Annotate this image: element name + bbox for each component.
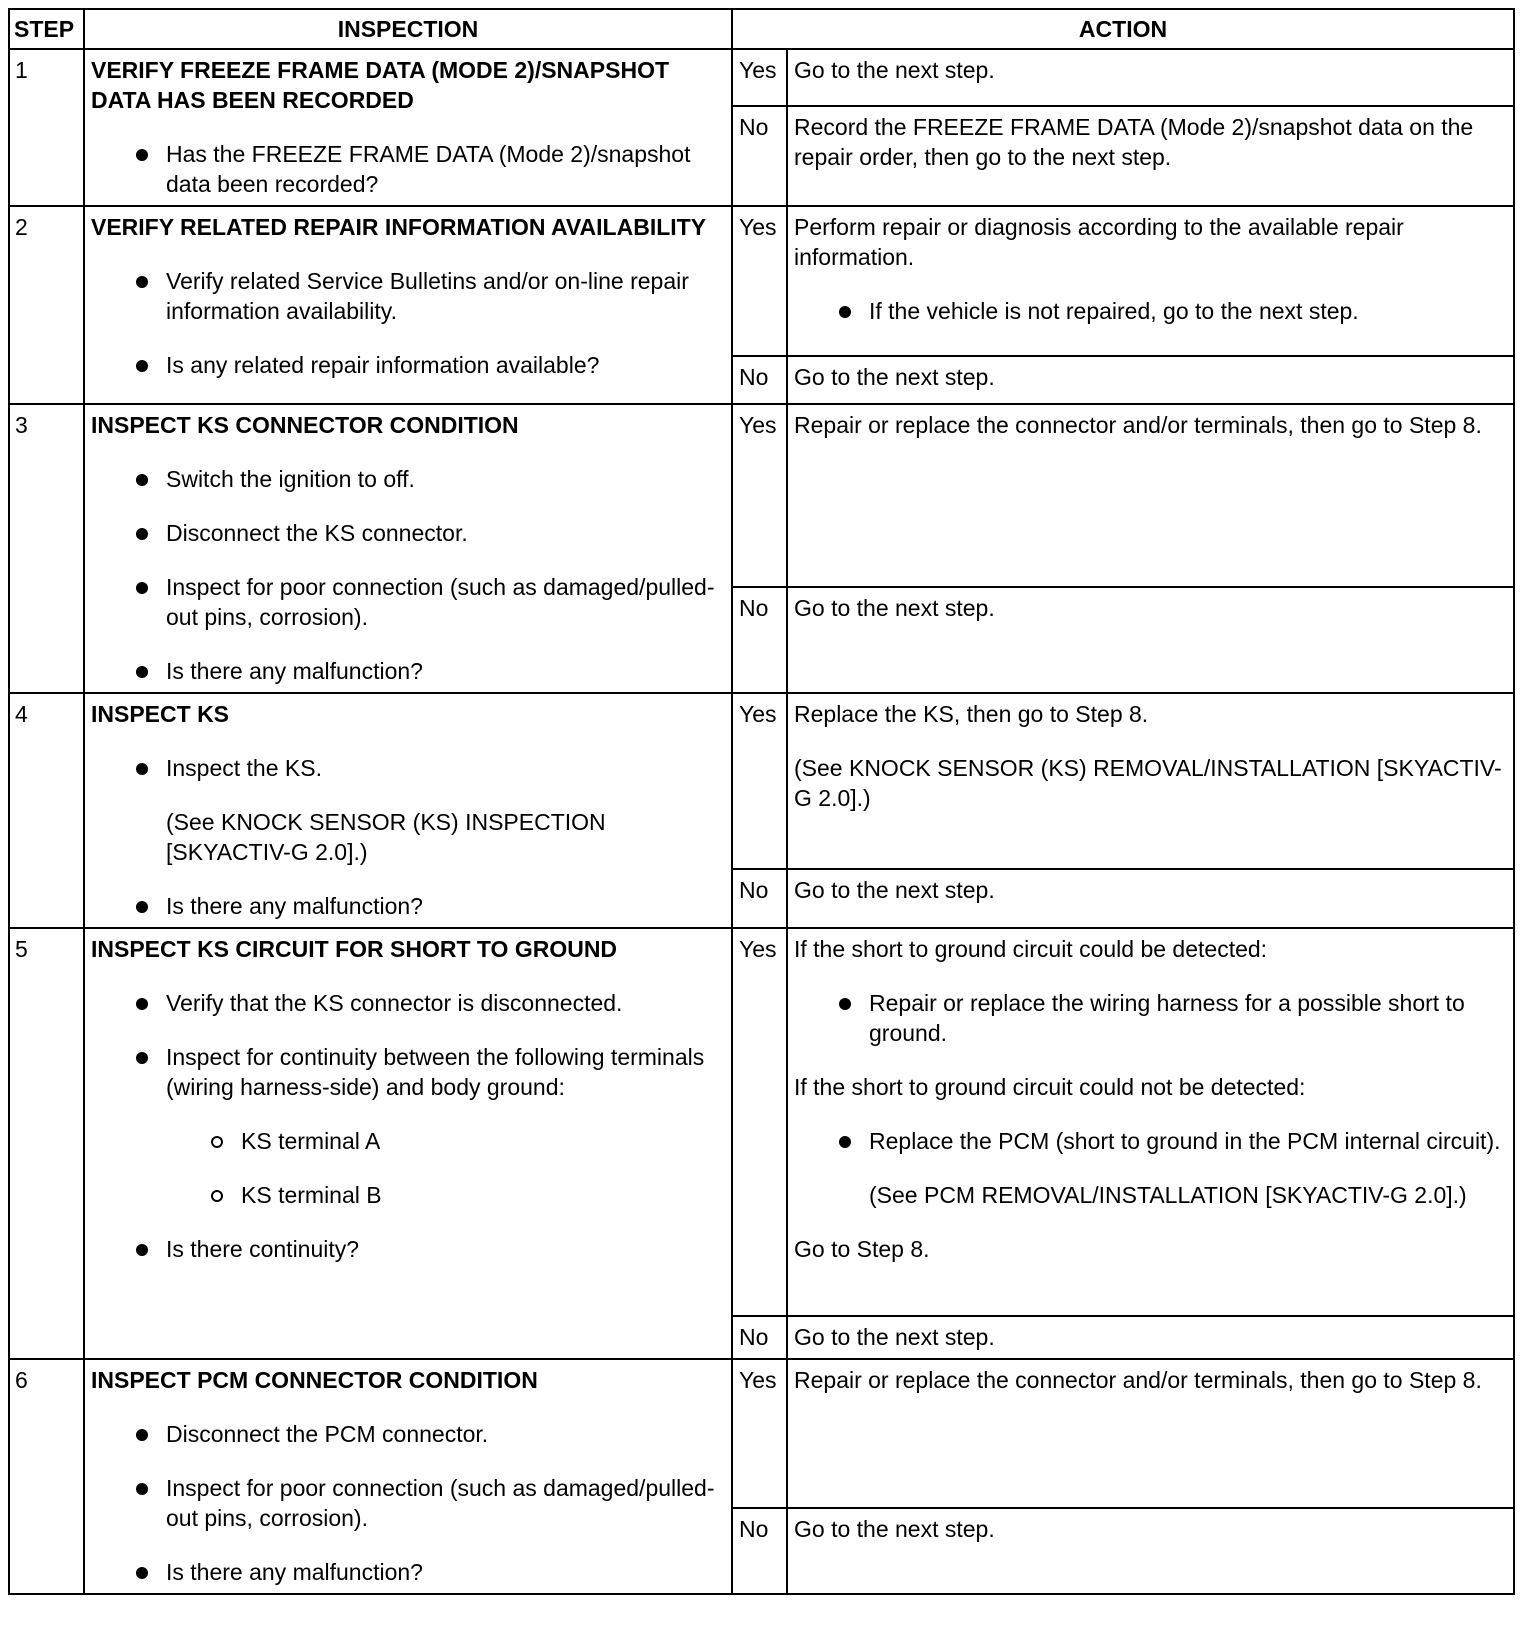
yes-label: Yes	[732, 693, 787, 869]
inspection-bullet-list	[91, 139, 725, 199]
no-label: No	[732, 106, 787, 206]
inspection-bullet-item	[91, 518, 725, 548]
header-action: ACTION	[732, 9, 1514, 49]
diagnostic-table	[8, 8, 1515, 1595]
action-text: (See KNOCK SENSOR (KS) REMOVAL/INSTALLATION [SKYACTIV-G 2.0].)	[794, 755, 1502, 811]
step-number: 2	[9, 206, 84, 404]
yes-action-cell	[787, 206, 1514, 356]
inspection-cell	[84, 49, 732, 206]
yes-label: Yes	[732, 404, 787, 587]
action-bullet-list	[794, 1126, 1507, 1156]
table-row	[9, 928, 1514, 1316]
yes-action-cell	[787, 693, 1514, 869]
table-row	[9, 206, 1514, 356]
inspection-title: VERIFY RELATED REPAIR INFORMATION AVAILABILITY	[91, 214, 707, 240]
table-row	[9, 693, 1514, 869]
bullet-text: Disconnect the PCM connector.	[166, 1421, 489, 1447]
no-action-cell	[787, 356, 1514, 404]
action-text: Replace the KS, then go to Step 8.	[794, 701, 1149, 727]
inspection-bullet-item	[91, 988, 725, 1018]
no-label: No	[732, 1316, 787, 1359]
yes-label: Yes	[732, 206, 787, 356]
inspection-bullet-item	[91, 1234, 725, 1264]
inspection-bullet-item	[91, 1042, 725, 1210]
inspection-bullet-item	[91, 753, 725, 783]
inspection-title: INSPECT PCM CONNECTOR CONDITION	[91, 1367, 538, 1393]
inspection-title: INSPECT KS CIRCUIT FOR SHORT TO GROUND	[91, 936, 618, 962]
no-action-cell	[787, 106, 1514, 206]
inspection-bullet-item	[91, 1557, 725, 1587]
action-bullet-item: Repair or replace the wiring harness for a possible short to ground.	[794, 988, 1507, 1048]
inspection-bullet-item	[91, 656, 725, 686]
yes-action-cell	[787, 928, 1514, 1316]
inspection-cell	[84, 404, 732, 693]
yes-label: Yes	[732, 928, 787, 1316]
table-row	[9, 404, 1514, 587]
no-action-cell	[787, 587, 1514, 693]
action-text: Go to the next step.	[794, 57, 995, 83]
sub-bullet-item: KS terminal A	[166, 1126, 725, 1156]
inspection-cell	[84, 928, 732, 1359]
no-action-cell	[787, 869, 1514, 928]
sub-bullet-list	[166, 1126, 725, 1210]
sub-bullet-item: KS terminal B	[166, 1180, 725, 1210]
inspection-bullet-list	[91, 988, 725, 1264]
no-label: No	[732, 587, 787, 693]
inspection-bullet-item	[91, 572, 725, 632]
table-header-row	[9, 9, 1514, 49]
inspection-cell	[84, 1359, 732, 1594]
inspection-title: INSPECT KS	[91, 701, 230, 727]
action-text: Record the FREEZE FRAME DATA (Mode 2)/snapshot data on the repair order, then go to the next step.	[794, 113, 1474, 170]
action-text: Go to the next step.	[794, 364, 995, 390]
header-inspection: INSPECTION	[84, 9, 732, 49]
diagnostic-procedure	[8, 8, 1513, 1595]
bullet-text: Is there any malfunction?	[166, 893, 423, 919]
action-bullet-item: If the vehicle is not repaired, go to the next step.	[794, 296, 1507, 326]
table-body	[9, 49, 1514, 1594]
no-label: No	[732, 356, 787, 404]
inspection-bullet-list	[91, 1419, 725, 1587]
bullet-text: Verify that the KS connector is disconnected.	[166, 990, 623, 1016]
action-bullet-item: Replace the PCM (short to ground in the PCM internal circuit).	[794, 1126, 1507, 1156]
inspection-bullet-item	[91, 1419, 725, 1449]
table-row	[9, 49, 1514, 106]
inspection-cell	[84, 693, 732, 928]
inspection-bullet-item	[91, 266, 725, 326]
inspection-reference	[91, 807, 725, 867]
yes-action-cell	[787, 1359, 1514, 1508]
action-text: Go to the next step.	[794, 877, 995, 904]
inspection-title: VERIFY FREEZE FRAME DATA (MODE 2)/SNAPSHOT DATA HAS BEEN RECORDED	[91, 57, 670, 113]
action-text: Repair or replace the connector and/or terminals, then go to Step 8.	[794, 1367, 1482, 1393]
action-text: Go to the next step.	[794, 594, 995, 621]
inspection-bullet-item	[91, 1473, 725, 1533]
header-step: STEP	[9, 9, 84, 49]
inspection-title: INSPECT KS CONNECTOR CONDITION	[91, 412, 519, 438]
action-text: Perform repair or diagnosis according to the available repair information.	[794, 214, 1404, 270]
inspection-bullet-list	[91, 464, 725, 686]
bullet-text: Is there continuity?	[166, 1236, 360, 1262]
step-number: 1	[9, 49, 84, 206]
action-reference: (See PCM REMOVAL/INSTALLATION [SKYACTIV-G 2.0].)	[869, 1182, 1467, 1208]
yes-action-cell	[787, 49, 1514, 106]
bullet-text: Is there any malfunction?	[166, 658, 423, 684]
inspection-bullet-list	[91, 753, 725, 921]
bullet-text: Disconnect the KS connector.	[166, 520, 468, 546]
action-text: Go to the next step.	[794, 1324, 995, 1350]
bullet-text: Has the FREEZE FRAME DATA (Mode 2)/snapshot data been recorded?	[166, 141, 691, 197]
step-number: 4	[9, 693, 84, 928]
bullet-text: Is there any malfunction?	[166, 1559, 423, 1585]
bullet-text: (See KNOCK SENSOR (KS) INSPECTION [SKYACTIV-G 2.0].)	[166, 809, 606, 865]
step-number: 5	[9, 928, 84, 1359]
inspection-bullet-item	[91, 891, 725, 921]
action-text: If the short to ground circuit could not be detected:	[794, 1074, 1306, 1100]
action-text: Go to the next step.	[794, 1515, 995, 1542]
yes-label: Yes	[732, 1359, 787, 1508]
bullet-text: Inspect for poor connection (such as damaged/pulled-out pins, corrosion).	[166, 574, 715, 630]
bullet-text: Inspect the KS.	[166, 755, 322, 781]
bullet-text: Verify related Service Bulletins and/or on-line repair information availability.	[166, 268, 689, 324]
no-action-cell	[787, 1508, 1514, 1594]
bullet-text: Inspect for continuity between the following terminals (wiring harness-side) and body ground:	[166, 1044, 705, 1100]
no-label: No	[732, 869, 787, 928]
inspection-bullet-item	[91, 139, 725, 199]
action-text: If the short to ground circuit could be detected:	[794, 936, 1268, 962]
action-bullet-list	[794, 1180, 1507, 1210]
table-row	[9, 1359, 1514, 1508]
inspection-cell	[84, 206, 732, 404]
step-number: 6	[9, 1359, 84, 1594]
step-number: 3	[9, 404, 84, 693]
bullet-text: Switch the ignition to off.	[166, 466, 415, 492]
no-label: No	[732, 1508, 787, 1594]
action-text: Repair or replace the connector and/or terminals, then go to Step 8.	[794, 412, 1482, 438]
yes-label: Yes	[732, 49, 787, 106]
action-bullet-list	[794, 296, 1507, 326]
action-text: Go to Step 8.	[794, 1236, 930, 1262]
inspection-bullet-item	[91, 464, 725, 494]
action-bullet-list	[794, 988, 1507, 1048]
bullet-text: Is any related repair information available?	[166, 352, 600, 378]
yes-action-cell	[787, 404, 1514, 587]
no-action-cell	[787, 1316, 1514, 1359]
inspection-bullet-item	[91, 350, 725, 380]
bullet-text: Inspect for poor connection (such as damaged/pulled-out pins, corrosion).	[166, 1475, 715, 1531]
inspection-bullet-list	[91, 266, 725, 380]
